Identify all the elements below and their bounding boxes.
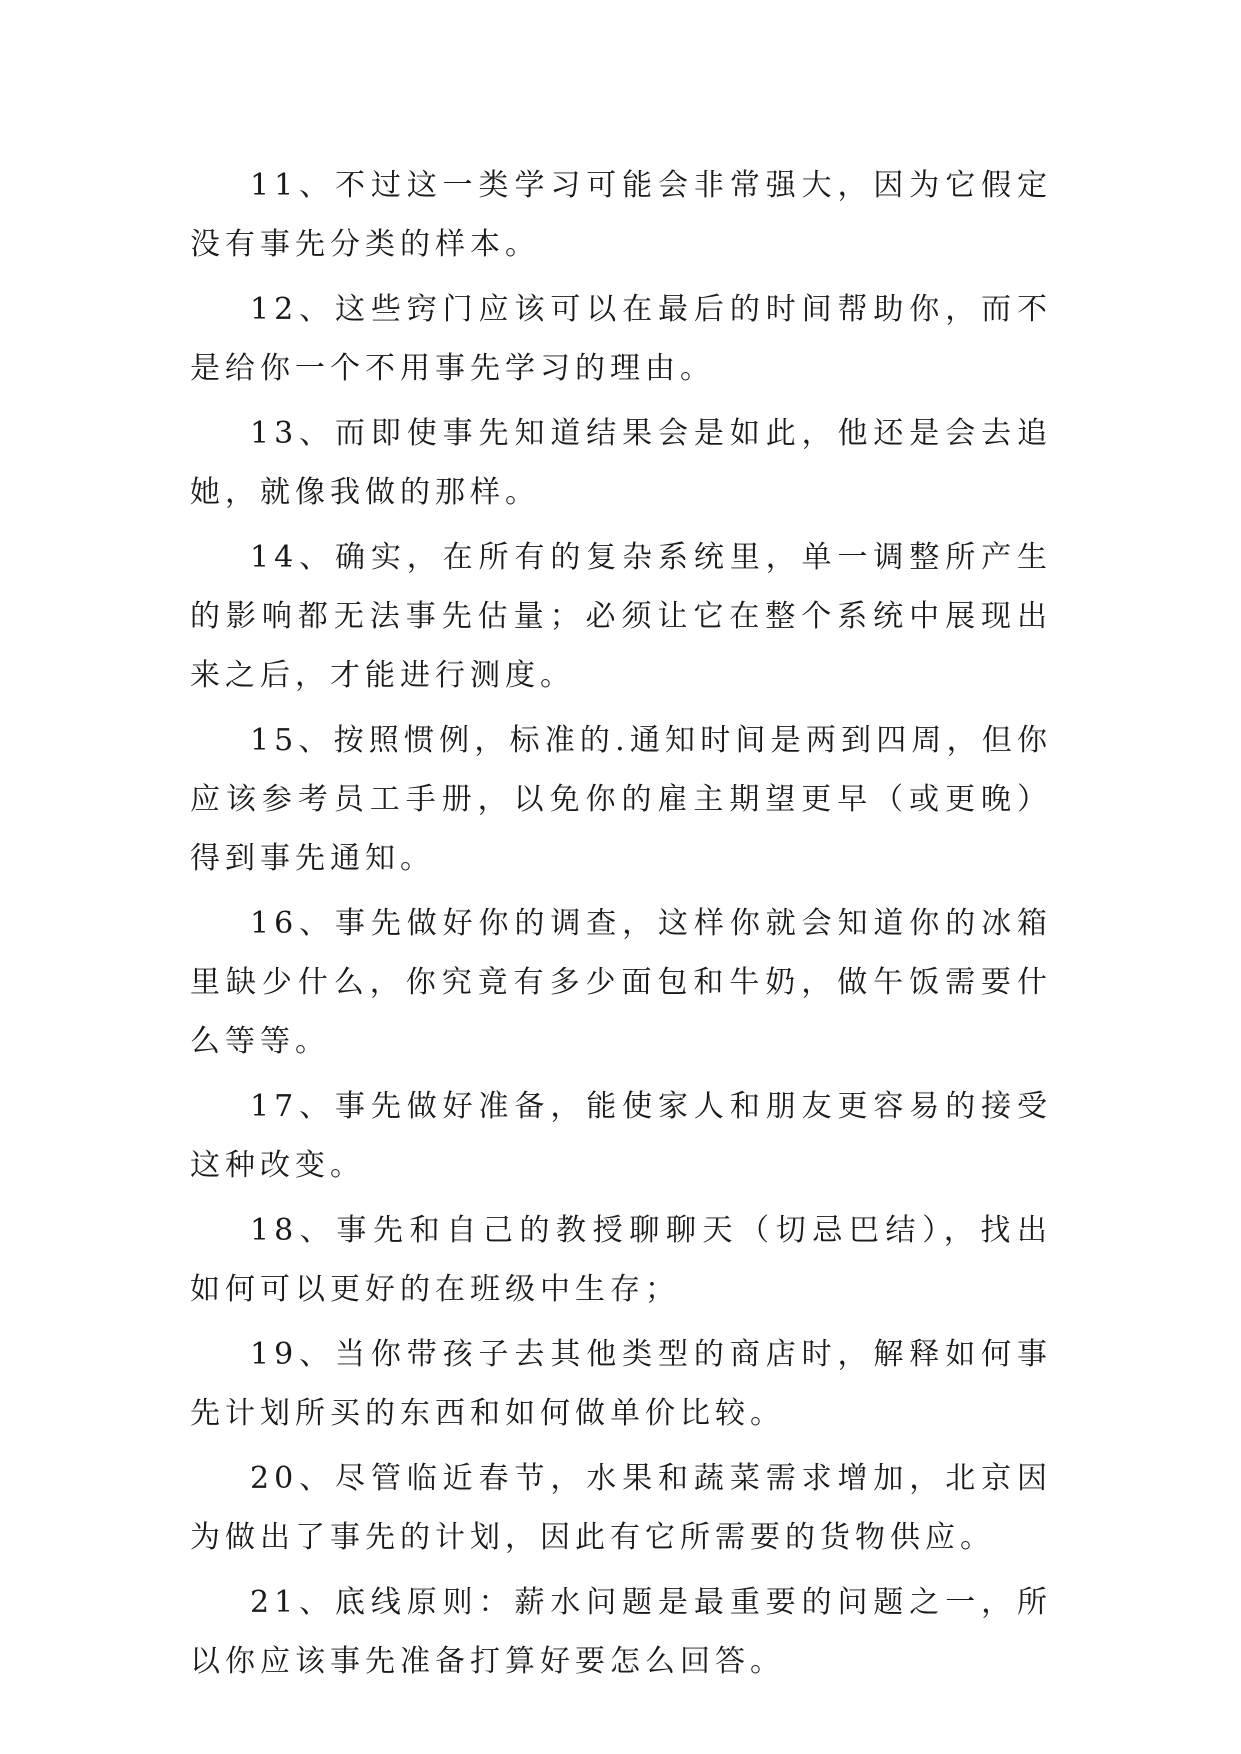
paragraph-13: 13、而即使事先知道结果会是如此，他还是会去追她，就像我做的那样。: [190, 416, 1052, 510]
paragraph-15: 15、按照惯例，标准的.通知时间是两到四周，但你应该参考员工手册，以免你的雇主期望更早（或更晚）得到事先通知。: [190, 723, 1052, 876]
paragraph-19: 19、当你带孩子去其他类型的商店时，解释如何事先计划所买的东西和如何做单价比较。: [190, 1337, 1052, 1431]
paragraph-12: 12、这些窍门应该可以在最后的时间帮助你，而不是给你一个不用事先学习的理由。: [190, 292, 1052, 386]
paragraph-14: 14、确实，在所有的复杂系统里，单一调整所产生的影响都无法事先估量；必须让它在整个系统中展现出来之后，才能进行测度。: [190, 540, 1052, 693]
paragraph-21: 21、底线原则：薪水问题是最重要的问题之一，所以你应该事先准备打算好要怎么回答。: [190, 1585, 1052, 1679]
paragraph-16: 16、事先做好你的调查，这样你就会知道你的冰箱里缺少什么，你究竟有多少面包和牛奶，做午饭需要什么等等。: [190, 906, 1052, 1059]
paragraph-20: 20、尽管临近春节，水果和蔬菜需求增加，北京因为做出了事先的计划，因此有它所需要的货物供应。: [190, 1461, 1052, 1555]
document-body: [190, 156, 1052, 1697]
paragraph-11: 11、不过这一类学习可能会非常强大，因为它假定没有事先分类的样本。: [190, 168, 1052, 262]
paragraph-18: 18、事先和自己的教授聊聊天（切忌巴结），找出如何可以更好的在班级中生存；: [190, 1213, 1052, 1307]
paragraph-17: 17、事先做好准备，能使家人和朋友更容易的接受这种改变。: [190, 1089, 1052, 1183]
